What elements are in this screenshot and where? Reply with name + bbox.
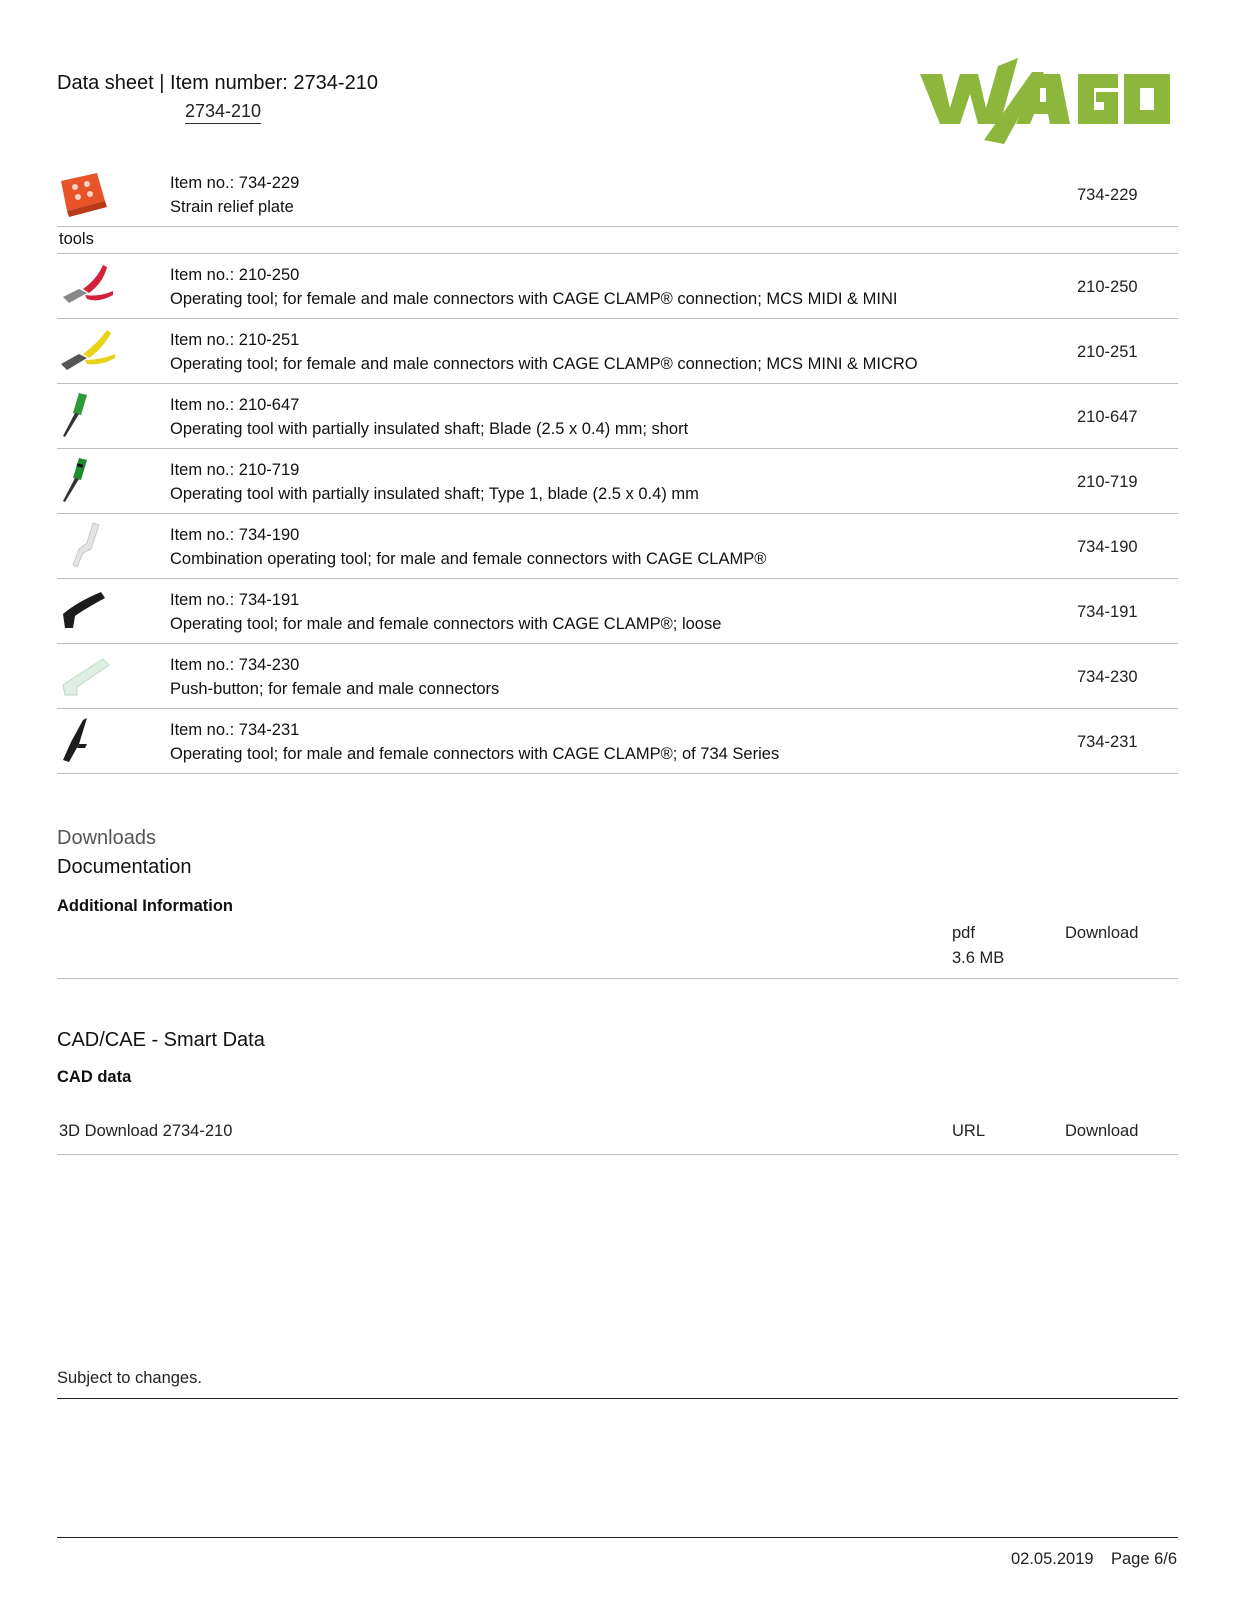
file-format: URL (952, 1122, 986, 1140)
wago-logo (920, 58, 1178, 144)
item-number: Item no.: 734-231 (170, 721, 300, 739)
table-row (57, 319, 1178, 384)
item-code-link[interactable]: 734-230 (1077, 668, 1138, 686)
item-description: Operating tool with partially insulated shaft; Type 1, blade (2.5 x 0.4) mm (170, 485, 699, 503)
additional-info-heading: Additional Information (57, 897, 233, 915)
table-row (57, 709, 1178, 774)
group-header-tools (57, 227, 1178, 254)
combination-tool-icon (57, 519, 117, 571)
item-number: Item no.: 210-250 (170, 266, 300, 284)
footer-date: 02.05.2019 (1011, 1550, 1094, 1568)
table-row (57, 162, 1178, 227)
documentation-heading: Documentation (57, 856, 192, 878)
item-code-link[interactable]: 734-191 (1077, 603, 1138, 621)
table-row (57, 514, 1178, 579)
table-row (57, 579, 1178, 644)
item-number: Item no.: 734-191 (170, 591, 300, 609)
item-number-link[interactable]: 2734-210 (185, 101, 261, 124)
download-link[interactable]: Download (1065, 1122, 1139, 1140)
item-code-link[interactable]: 210-719 (1077, 473, 1138, 491)
item-code-link[interactable]: 210-647 (1077, 408, 1138, 426)
item-number: Item no.: 734-190 (170, 526, 300, 544)
push-button-icon (57, 649, 117, 701)
table-row (57, 449, 1178, 514)
item-description: Operating tool; for female and male connectors with CAGE CLAMP® connection; MCS MINI & MICRO (170, 355, 918, 373)
table-row (57, 254, 1178, 319)
cad-download-row (57, 1120, 1178, 1155)
operating-tool-734-icon (57, 714, 117, 766)
documentation-download-row (57, 922, 1178, 979)
yellow-pliers-tool-icon (57, 324, 117, 376)
item-code-link[interactable]: 734-231 (1077, 733, 1138, 751)
item-code-link[interactable]: 734-190 (1077, 538, 1138, 556)
red-pliers-tool-icon (57, 259, 117, 311)
divider (57, 1398, 1178, 1399)
subject-to-changes-note: Subject to changes. (57, 1369, 202, 1387)
file-format: pdf (952, 924, 975, 942)
item-number: Item no.: 210-719 (170, 461, 300, 479)
strain-relief-plate-icon (57, 167, 117, 219)
table-row (57, 644, 1178, 709)
accessories-table (57, 162, 1178, 774)
item-description: Operating tool with partially insulated shaft; Blade (2.5 x 0.4) mm; short (170, 420, 689, 438)
download-link[interactable]: Download (1065, 924, 1139, 942)
cad-cae-heading: CAD/CAE - Smart Data (57, 1029, 265, 1051)
item-code-link[interactable]: 210-251 (1077, 343, 1138, 361)
item-description: Operating tool; for female and male connectors with CAGE CLAMP® connection; MCS MIDI & MINI (170, 290, 898, 308)
screwdriver-short-icon (57, 389, 117, 441)
item-description: Operating tool; for male and female connectors with CAGE CLAMP®; of 734 Series (170, 745, 780, 763)
table-row (57, 384, 1178, 449)
black-operating-tool-icon (57, 584, 117, 636)
file-size: 3.6 MB (952, 949, 1005, 967)
cad-data-heading: CAD data (57, 1068, 132, 1086)
page-number: Page 6/6 (1111, 1550, 1178, 1568)
item-description: Push-button; for female and male connectors (170, 680, 500, 698)
divider (57, 1537, 1178, 1538)
cad-file-name: 3D Download 2734-210 (59, 1122, 233, 1140)
item-description: Operating tool; for male and female connectors with CAGE CLAMP®; loose (170, 615, 722, 633)
item-code-link[interactable]: 210-250 (1077, 278, 1138, 296)
item-description: Combination operating tool; for male and female connectors with CAGE CLAMP® (170, 550, 767, 568)
screwdriver-icon (57, 454, 117, 506)
item-code-link[interactable]: 734-229 (1077, 186, 1138, 204)
downloads-heading: Downloads (57, 827, 156, 849)
item-number: Item no.: 734-229 (170, 174, 300, 192)
item-description: Strain relief plate (170, 198, 294, 216)
group-label: tools (59, 230, 94, 248)
page-title: Data sheet | Item number: 2734-210 (57, 72, 378, 94)
item-number: Item no.: 734-230 (170, 656, 300, 674)
item-number: Item no.: 210-647 (170, 396, 300, 414)
item-number: Item no.: 210-251 (170, 331, 300, 349)
